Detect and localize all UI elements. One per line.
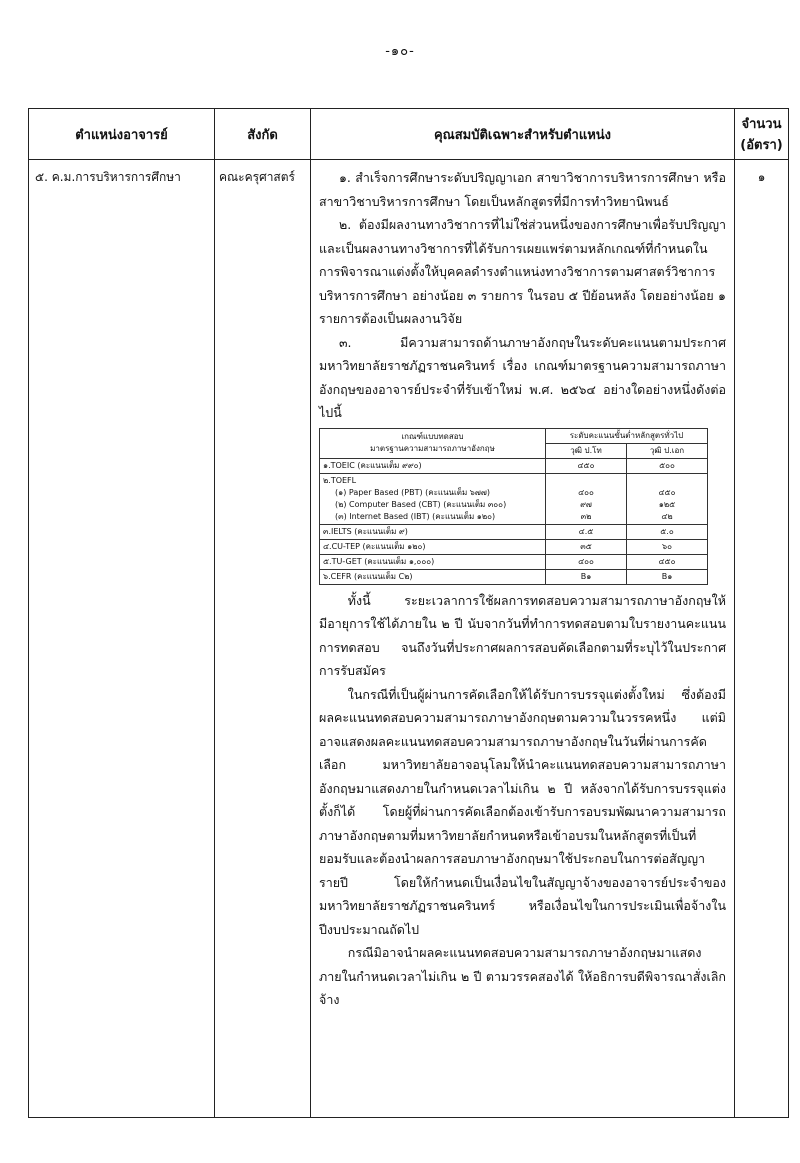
score-header-master: วุฒิ ป.โท — [546, 443, 627, 458]
table-header-row — [29, 109, 789, 160]
score-test-name: ๓.IELTS (คะแนนเต็ม ๙) — [320, 524, 546, 539]
score-doctor-group — [627, 473, 708, 524]
score-header-test — [320, 428, 546, 458]
score-table-header — [320, 428, 708, 443]
header-affiliation: สังกัด — [215, 109, 311, 160]
score-row-toeic — [320, 458, 708, 473]
new-hire-paragraph: ในกรณีที่เป็นผู้ผ่านการคัดเลือกให้ได้รับการบรรจุแต่งตั้งใหม่ ซึ่งต้องมีผลคะแนนทดสอบความสามารถภาษาอังกฤษตามความในวรรคหนึ่ง แต่มิอาจแสดงผลคะแนนทดสอบความสามารถภาษาอังกฤษในวันที่ผ่านการคัดเลือก มหาวิทยาลัยอาจอนุโลมให้นำคะแนนทดสอบความสามารถภาษาอังกฤษมาแสดงภายในกำหนดเวลาไม่เกิน ๒ ปี หลังจากได้รับการบรรจุแต่งตั้งก็ได้ โดยผู้ที่ผ่านการคัดเลือกต้องเข้ารับการอบรมพัฒนาความสามารถภาษาอังกฤษตามที่มหาวิทยาลัยกำหนดหรือเข้าอบรมในหลักสูตรที่เป็นที่ยอมรับและต้องนำผลการสอบภาษาอังกฤษมาใช้ประกอบในการต่อสัญญารายปี โดยให้กำหนดเป็นเงื่อนไขในสัญญาจ้างของอาจารย์ประจำของมหาวิทยาลัยราชภัฏราชนครินทร์ หรือเงื่อนไขในการประเมินเพื่อจ้างในปีงบประมาณถัดไป — [319, 686, 726, 937]
score-master: ๓๒ — [580, 511, 592, 521]
score-master: ๓๕ — [546, 539, 627, 554]
qualification-item-3: ๓. มีความสามารถด้านภาษาอังกฤษในระดับคะแนนตามประกาศมหาวิทยาลัยราชภัฏราชนครินทร์ เรื่อง เกณฑ์มาตรฐานความสามารถภาษาอังกฤษของอาจารย์ประจำที่รับเข้าใหม่ พ.ศ. ๒๕๖๔ อย่างใดอย่างหนึ่งดังต่อไปนี้ — [319, 334, 726, 420]
score-header-test-line-1: เกณฑ์แบบทดสอบ — [401, 432, 464, 441]
score-master: ๙๗ — [580, 499, 592, 509]
qualification-cell — [311, 160, 735, 1118]
score-doctor: ๑๒๕ — [658, 499, 676, 509]
quantity-cell: ๑ — [735, 160, 789, 1118]
score-header-test-line-2: มาตรฐานความสามารถภาษาอังกฤษ — [370, 444, 495, 453]
score-doctor: B๑ — [627, 569, 708, 584]
affiliation-cell: คณะครุศาสตร์ — [215, 160, 311, 1118]
score-master: ๔๕๐ — [546, 458, 627, 473]
header-position: ตำแหน่งอาจารย์ — [29, 109, 215, 160]
score-test-subname: (๑) Paper Based (PBT) (คะแนนเต็ม ๖๗๗) — [335, 487, 490, 497]
score-doctor: ๕๐๐ — [627, 458, 708, 473]
score-doctor: ๔๒ — [661, 511, 673, 521]
header-qualification: คุณสมบัติเฉพาะสำหรับตำแหน่ง — [311, 109, 735, 160]
score-test-subname: (๓) Internet Based (IBT) (คะแนนเต็ม ๑๒๐) — [335, 511, 496, 521]
page-number: -๑๐- — [385, 44, 415, 59]
score-doctor: ๕.๐ — [627, 524, 708, 539]
score-test-name: ๖.CEFR (คะแนนเต็ม C๒) — [320, 569, 546, 584]
score-doctor: ๔๕๐ — [658, 487, 676, 497]
score-test-subname: (๒) Computer Based (CBT) (คะแนนเต็ม ๓๐๐) — [335, 499, 507, 509]
score-master-group — [546, 473, 627, 524]
qualification-item-1: ๑. สำเร็จการศึกษาระดับปริญญาเอก สาขาวิชาการบริหารการศึกษา หรือสาขาวิชาบริหารการศึกษา โดยเป็นหลักสูตรที่มีการทำวิทยานิพนธ์ — [319, 170, 726, 209]
table-row — [29, 160, 789, 1118]
position-cell: ๕. ค.ม.การบริหารการศึกษา — [29, 160, 215, 1118]
score-row-cutep — [320, 539, 708, 554]
score-test-group — [320, 473, 546, 524]
score-doctor: ๖๐ — [627, 539, 708, 554]
score-test-name: ๕.TU-GET (คะแนนเต็ม ๑,๐๐๐) — [320, 554, 546, 569]
score-row-cefr — [320, 569, 708, 584]
score-doctor: ๔๕๐ — [627, 554, 708, 569]
score-test-name: ๔.CU-TEP (คะแนนเต็ม ๑๒๐) — [320, 539, 546, 554]
header-quantity: จำนวน (อัตรา) — [735, 109, 789, 160]
position-qualification-table — [28, 108, 789, 1118]
score-header-minimum: ระดับคะแนนขั้นต่ำหลักสูตรทั่วไป — [546, 428, 708, 443]
score-header-doctor: วุฒิ ป.เอก — [627, 443, 708, 458]
score-test-name: ๒.TOEFL — [323, 475, 357, 485]
score-master: ๔๐๐ — [546, 554, 627, 569]
score-master: ๔.๕ — [546, 524, 627, 539]
score-master: ๔๐๐ — [578, 487, 594, 497]
score-row-ielts — [320, 524, 708, 539]
score-row-toefl — [320, 473, 708, 524]
english-score-table — [319, 428, 708, 585]
score-row-tuget — [320, 554, 708, 569]
score-test-name: ๑.TOEIC (คะแนนเต็ม ๙๙๐) — [320, 458, 546, 473]
termination-paragraph: กรณีมิอาจนำผลคะแนนทดสอบความสามารถภาษาอังกฤษมาแสดงภายในกำหนดเวลาไม่เกิน ๒ ปี ตามวรรคสองได้ ให้อธิการบดีพิจารณาสั่งเลิกจ้าง — [319, 945, 726, 1007]
score-master: B๑ — [546, 569, 627, 584]
validity-paragraph: ทั้งนี้ ระยะเวลาการใช้ผลการทดสอบความสามารถภาษาอังกฤษให้มีอายุการใช้ได้ภายใน ๒ ปี นับจากวันที่ทำการทดสอบตามใบรายงานคะแนนการทดสอบ จนถึงวันที่ประกาศผลการสอบคัดเลือกตามที่ระบุไว้ในประกาศการรับสมัคร — [319, 592, 726, 678]
qualification-item-2: ๒. ต้องมีผลงานทางวิชาการที่ไม่ใช่ส่วนหนึ่งของการศึกษาเพื่อรับปริญญาและเป็นผลงานทางวิชาการที่ได้รับการเผยแพร่ตามหลักเกณฑ์ที่กำหนดในการพิจารณาแต่งตั้งให้บุคคลดำรงตำแหน่งทางวิชาการตามศาสตร์วิชาการบริหารการศึกษา อย่างน้อย ๓ รายการ ในรอบ ๕ ปีย้อนหลัง โดยอย่างน้อย ๑ รายการต้องเป็นผลงานวิจัย — [319, 217, 726, 326]
